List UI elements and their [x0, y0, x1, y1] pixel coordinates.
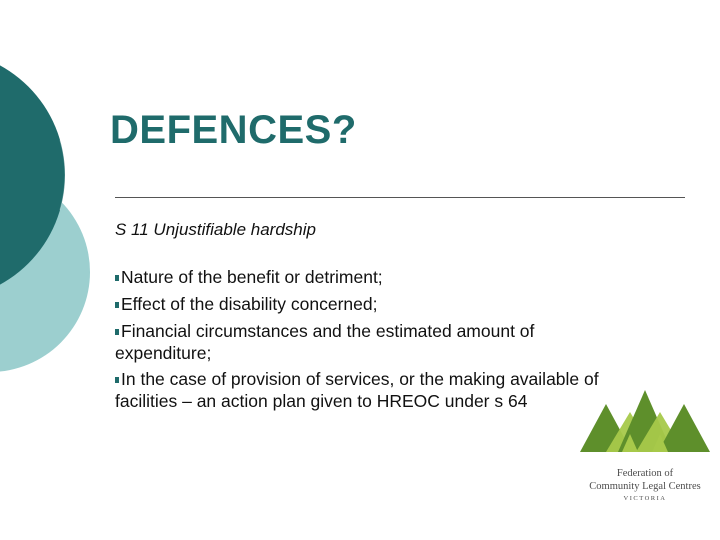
list-item-text: In the case of provision of services, or the making available of facilities – an action plan given to HREOC under s 64 [115, 369, 599, 411]
bullet-icon [115, 275, 119, 281]
slide-title: DEFENCES? [110, 108, 357, 152]
bullet-icon [115, 377, 119, 383]
list-item [115, 320, 605, 364]
list-item-text: Effect of the disability concerned; [121, 294, 378, 314]
slide-subtitle: S 11 Unjustifiable hardship [115, 220, 316, 239]
list-item [115, 293, 605, 315]
logo-text-line3: VICTORIA [623, 495, 667, 502]
list-item [115, 266, 605, 288]
fclc-logo [578, 382, 712, 538]
list-item-text: Nature of the benefit or detriment; [121, 267, 383, 287]
bullet-icon [115, 329, 119, 335]
list-item [115, 368, 605, 412]
mountains-icon [578, 382, 712, 466]
title-divider [115, 197, 685, 198]
bullet-icon [115, 302, 119, 308]
logo-text-line2: Community Legal Centres [589, 481, 701, 492]
logo-text-line1: Federation of [616, 468, 674, 479]
bullet-list [115, 266, 605, 417]
list-item-text: Financial circumstances and the estimated amount of expenditure; [115, 321, 535, 363]
